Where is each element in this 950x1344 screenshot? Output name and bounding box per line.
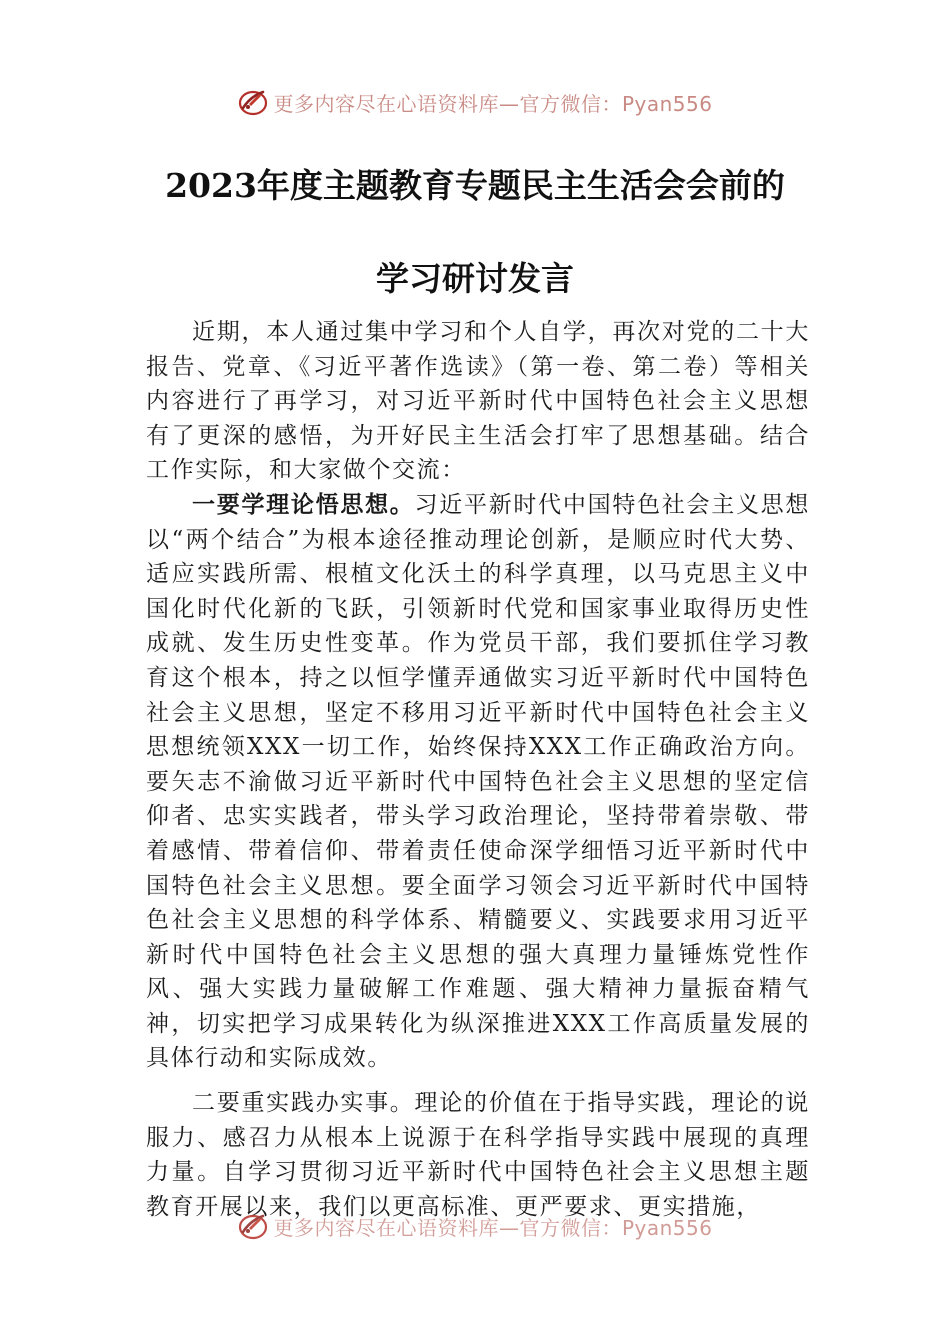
pen-logo-icon [237, 86, 269, 118]
document-body [146, 315, 810, 1224]
paragraph-lead-heading: 一要学理论悟思想。 [192, 490, 415, 518]
paragraph-point-one-body: 习近平新时代中国特色社会主义思想以“两个结合”为根本途径推动理论创新，是顺应时代大势、适应实践所需、根植文化沃土的科学真理，以马克思主义中国化时代化新的飞跃，引领新时代党和国家事业取得历史性成就、发生历史性变革。作为党员干部，我们要抓住学习教育这个根本，持之以恒学懂弄通做实习近平新时代中国特色社会主义思想，坚定不移用习近平新时代中国特色社会主义思想统领XXX一切工作，始终保持XXX工作正确政治方向。要矢志不渝做习近平新时代中国特色社会主义思想的坚定信仰者、忠实实践者，带头学习政治理论，坚持带着崇敬、带着感情、带着信仰、带着责任使命深学细悟习近平新时代中国特色社会主义思想。要全面学习领会习近平新时代中国特色社会主义思想的科学体系、精髓要义、实践要求用习近平新时代中国特色社会主义思想的强大真理力量锤炼党性作风、强大实践力量破解工作难题、强大精神力量振奋精气神，切实把学习成果转化为纵深推进XXX工作高质量发展的具体行动和实际成效。 [146, 491, 810, 1072]
paragraph-intro: 近期，本人通过集中学习和个人自学，再次对党的二十大报告、党章、《习近平著作选读》（第一卷、第二卷）等相关内容进行了再学习，对习近平新时代中国特色社会主义思想有了更深的感悟，为开好民主生活会打牢了思想基础。结合工作实际，和大家做个交流： [146, 319, 810, 484]
header-banner [0, 82, 950, 122]
banner-text: 更多内容尽在心语资料库—官方微信：Pyan556 [273, 91, 713, 116]
paragraph-point-one [146, 488, 810, 1076]
banner-text: 更多内容尽在心语资料库—官方微信：Pyan556 [273, 1215, 713, 1240]
document-title-line-1: 2023年度主题教育专题民主生活会会前的 [165, 166, 785, 205]
footer-banner [0, 1206, 950, 1246]
document-title-line-2: 学习研讨发言 [376, 259, 574, 298]
paragraph-point-two: 二要重实践办实事。理论的价值在于指导实践，理论的说服力、感召力从根本上说源于在科学指导实践中展现的真理力量。自学习贯彻习近平新时代中国特色社会主义思想主题教育开展以来，我们以更高标准、更严要求、更实措施， [146, 1090, 810, 1220]
pen-logo-icon [237, 1210, 269, 1242]
